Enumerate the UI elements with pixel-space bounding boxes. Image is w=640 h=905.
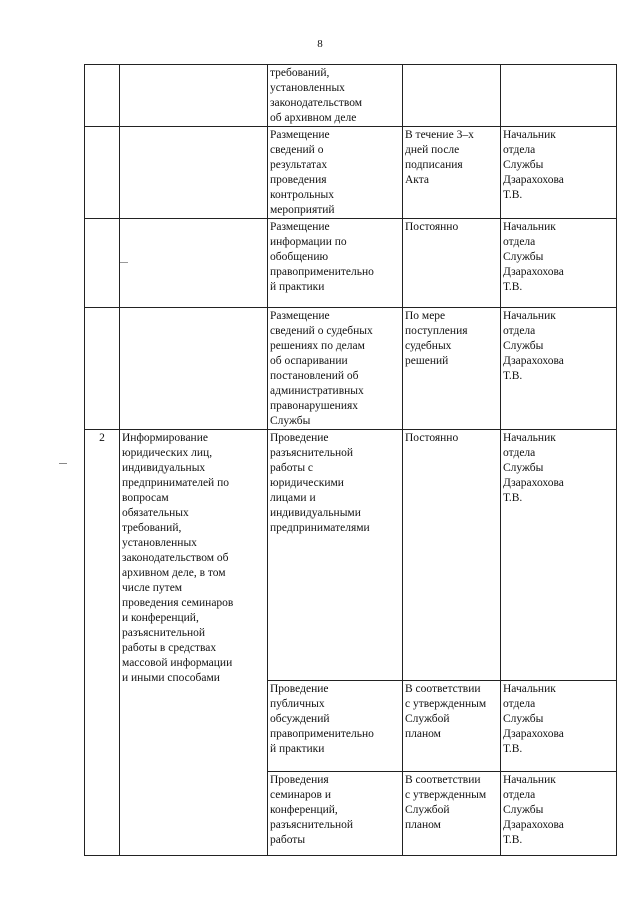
task-line: числе путем bbox=[122, 582, 183, 594]
term-line: Акта bbox=[405, 174, 430, 186]
term-line: Постоянно bbox=[405, 221, 459, 233]
event-line: информации по bbox=[270, 236, 347, 248]
responsible-line: Начальник bbox=[503, 310, 556, 322]
task-line: требований, bbox=[122, 522, 182, 534]
task-line: работы в средствах bbox=[122, 642, 217, 654]
event-line: решениях по делам bbox=[270, 340, 365, 352]
responsible-line: Службы bbox=[503, 713, 544, 725]
event-line: установленных bbox=[270, 82, 345, 94]
responsible-line: отдела bbox=[503, 236, 536, 248]
task-line: законодательством об bbox=[122, 552, 229, 564]
row-number-cell bbox=[85, 308, 120, 430]
event-line: законодательством bbox=[270, 97, 363, 109]
event-cell bbox=[268, 308, 403, 430]
event-line: лицами и bbox=[270, 492, 316, 504]
event-cell bbox=[268, 65, 403, 127]
event-line: постановлений об bbox=[270, 370, 359, 382]
task-line: архивном деле, в том bbox=[122, 567, 226, 579]
responsible-line: Дзарахохова bbox=[503, 819, 564, 831]
term-line: планом bbox=[405, 728, 441, 740]
event-line: предпринимателями bbox=[270, 522, 370, 534]
event-line: Службы bbox=[270, 415, 311, 427]
term-line: дней после bbox=[405, 144, 460, 156]
event-line: работы bbox=[270, 834, 306, 846]
event-line: правоприменительно bbox=[270, 266, 374, 278]
responsible-line: Дзарахохова bbox=[503, 728, 564, 740]
row-number-cell bbox=[85, 219, 120, 308]
event-line: об оспаривании bbox=[270, 355, 348, 367]
task-line: индивидуальных bbox=[122, 462, 206, 474]
event-cell bbox=[268, 127, 403, 219]
term-line: Службой bbox=[405, 713, 450, 725]
responsible-line: Т.В. bbox=[503, 281, 523, 293]
event-line: й практики bbox=[270, 743, 325, 755]
event-line: Размещение bbox=[270, 129, 330, 141]
term-line: подписания bbox=[405, 159, 463, 171]
responsible-cell bbox=[501, 308, 617, 430]
row-number-cell bbox=[85, 127, 120, 219]
table-row bbox=[85, 308, 617, 430]
event-line: сведений о bbox=[270, 144, 324, 156]
event-line: об архивном деле bbox=[270, 112, 357, 124]
responsible-line: Т.В. bbox=[503, 743, 523, 755]
task-line: обязательных bbox=[122, 507, 189, 519]
scan-margin-mark bbox=[120, 262, 128, 263]
task-line: предпринимателей по bbox=[122, 477, 229, 489]
responsible-cell bbox=[501, 430, 617, 681]
event-cell bbox=[268, 772, 403, 856]
term-line: В течение 3–х bbox=[405, 129, 474, 141]
table-row bbox=[85, 219, 617, 308]
responsible-line: Дзарахохова bbox=[503, 266, 564, 278]
term-cell bbox=[403, 681, 501, 772]
term-line: с утвержденным bbox=[405, 698, 487, 710]
term-line: В соответствии bbox=[405, 774, 481, 786]
term-line: В соответствии bbox=[405, 683, 481, 695]
task-line: массовой информации bbox=[122, 657, 233, 669]
event-line: работы с bbox=[270, 462, 314, 474]
responsible-line: Начальник bbox=[503, 774, 556, 786]
task-line: разъяснительной bbox=[122, 627, 206, 639]
event-cell bbox=[268, 681, 403, 772]
event-line: Проведение bbox=[270, 683, 329, 695]
responsible-line: отдела bbox=[503, 447, 536, 459]
event-line: Проведение bbox=[270, 432, 329, 444]
responsible-line: отдела bbox=[503, 789, 536, 801]
event-line: юридическими bbox=[270, 477, 344, 489]
term-line: Службой bbox=[405, 804, 450, 816]
responsible-line: Начальник bbox=[503, 432, 556, 444]
responsible-cell bbox=[501, 65, 617, 127]
task-line: проведения семинаров bbox=[122, 597, 234, 609]
responsible-line: Начальник bbox=[503, 221, 556, 233]
event-line: правонарушениях bbox=[270, 400, 359, 412]
responsible-cell bbox=[501, 127, 617, 219]
responsible-line: Дзарахохова bbox=[503, 477, 564, 489]
term-line: решений bbox=[405, 355, 449, 367]
task-line: Информирование bbox=[122, 432, 208, 444]
responsible-line: Службы bbox=[503, 804, 544, 816]
term-line: судебных bbox=[405, 340, 452, 352]
table-row bbox=[85, 65, 617, 127]
responsible-line: Дзарахохова bbox=[503, 174, 564, 186]
event-line: административных bbox=[270, 385, 364, 397]
event-line: Проведения bbox=[270, 774, 329, 786]
responsible-line: Т.В. bbox=[503, 370, 523, 382]
task-line: и конференций, bbox=[122, 612, 199, 624]
task-line: и иными способами bbox=[122, 672, 220, 684]
event-line: сведений о судебных bbox=[270, 325, 373, 337]
scan-margin-mark bbox=[59, 463, 67, 464]
responsible-line: Дзарахохова bbox=[503, 355, 564, 367]
term-cell bbox=[403, 772, 501, 856]
row-number-cell: 2 bbox=[85, 430, 120, 856]
event-line: требований, bbox=[270, 67, 330, 79]
task-line: юридических лиц, bbox=[122, 447, 213, 459]
term-cell bbox=[403, 430, 501, 681]
event-line: обсуждений bbox=[270, 713, 330, 725]
event-line: проведения bbox=[270, 174, 327, 186]
event-line: индивидуальными bbox=[270, 507, 361, 519]
task-cell bbox=[120, 430, 268, 856]
event-line: й практики bbox=[270, 281, 325, 293]
task-line: вопросам bbox=[122, 492, 169, 504]
event-line: разъяснительной bbox=[270, 819, 354, 831]
responsible-line: Службы bbox=[503, 340, 544, 352]
term-cell bbox=[403, 219, 501, 308]
event-line: разъяснительной bbox=[270, 447, 354, 459]
event-line: конференций, bbox=[270, 804, 338, 816]
event-line: правоприменительно bbox=[270, 728, 374, 740]
term-line: поступления bbox=[405, 325, 468, 337]
responsible-line: отдела bbox=[503, 325, 536, 337]
responsible-line: Службы bbox=[503, 159, 544, 171]
event-line: результатах bbox=[270, 159, 328, 171]
term-line: По мере bbox=[405, 310, 446, 322]
term-cell bbox=[403, 127, 501, 219]
event-line: Размещение bbox=[270, 310, 330, 322]
term-line: планом bbox=[405, 819, 441, 831]
term-line: Постоянно bbox=[405, 432, 459, 444]
event-cell bbox=[268, 430, 403, 681]
responsible-line: Начальник bbox=[503, 129, 556, 141]
responsible-line: Службы bbox=[503, 462, 544, 474]
plan-table bbox=[84, 64, 617, 856]
responsible-cell bbox=[501, 681, 617, 772]
table-row bbox=[85, 127, 617, 219]
responsible-line: Службы bbox=[503, 251, 544, 263]
responsible-line: Т.В. bbox=[503, 492, 523, 504]
responsible-cell bbox=[501, 219, 617, 308]
task-cell bbox=[120, 308, 268, 430]
responsible-line: Т.В. bbox=[503, 189, 523, 201]
task-cell bbox=[120, 65, 268, 127]
event-line: мероприятий bbox=[270, 204, 335, 216]
responsible-line: отдела bbox=[503, 698, 536, 710]
table-row bbox=[85, 430, 617, 681]
term-cell bbox=[403, 65, 501, 127]
responsible-line: Начальник bbox=[503, 683, 556, 695]
task-line: установленных bbox=[122, 537, 197, 549]
responsible-cell bbox=[501, 772, 617, 856]
event-line: обобщению bbox=[270, 251, 329, 263]
event-line: публичных bbox=[270, 698, 325, 710]
term-cell bbox=[403, 308, 501, 430]
responsible-line: отдела bbox=[503, 144, 536, 156]
event-line: контрольных bbox=[270, 189, 335, 201]
task-cell bbox=[120, 127, 268, 219]
term-line: с утвержденным bbox=[405, 789, 487, 801]
row-number-cell bbox=[85, 65, 120, 127]
page-number: 8 bbox=[317, 38, 323, 50]
responsible-line: Т.В. bbox=[503, 834, 523, 846]
task-cell bbox=[120, 219, 268, 308]
event-cell bbox=[268, 219, 403, 308]
event-line: семинаров и bbox=[270, 789, 331, 801]
event-line: Размещение bbox=[270, 221, 330, 233]
